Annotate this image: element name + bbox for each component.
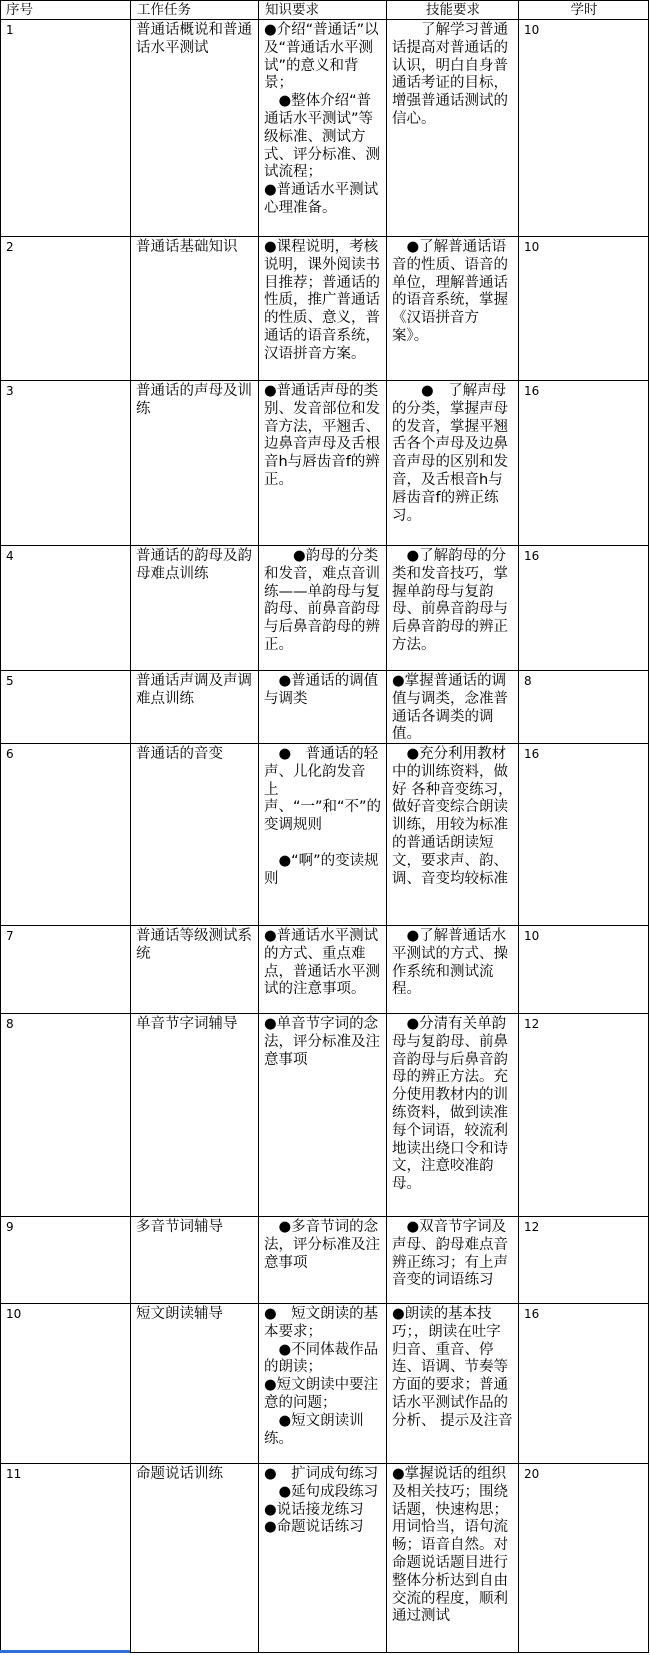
table-row bbox=[0, 925, 648, 1013]
cell-no: 10 bbox=[0, 1303, 130, 1463]
cell-hours: 12 bbox=[518, 1216, 649, 1303]
cell-knowledge-paragraph: ●单音节字词的念法，评分标准及注意事项 bbox=[264, 1016, 380, 1068]
cell-knowledge-paragraph: ●短文朗读中要注意的问题； bbox=[264, 1377, 379, 1411]
cell-skill-paragraph: ●朗读的基本技巧；，朗读在吐字归音、重音、停连、语调、节奏等方面的要求；普通话水平测试作品的分析、 提示及注音 bbox=[392, 1306, 513, 1429]
cell-skill bbox=[386, 236, 518, 380]
cell-skill bbox=[386, 670, 518, 743]
cell-hours: 8 bbox=[518, 670, 649, 743]
cell-knowledge-paragraph: ●说话接龙练习 bbox=[264, 1501, 364, 1518]
cell-knowledge-paragraph: ● 扩词成句练习 bbox=[264, 1466, 379, 1482]
table-row bbox=[0, 743, 648, 925]
cell-no: 4 bbox=[0, 545, 130, 670]
cell-skill bbox=[386, 545, 518, 670]
cell-skill bbox=[386, 1216, 518, 1303]
cell-knowledge-paragraph: ●“啊”的变读规则 bbox=[264, 852, 379, 887]
cell-skill bbox=[386, 1303, 518, 1463]
cell-knowledge-paragraph: ●普通话声母的类别、发音部位和发音方法，平翘舌、边鼻音声母及舌根音h与唇齿音f的辨正。 bbox=[264, 383, 380, 488]
header-knowledge: 知识要求 bbox=[258, 0, 386, 19]
cell-knowledge bbox=[258, 1013, 386, 1216]
cell-task: 短文朗读辅导 bbox=[130, 1303, 258, 1463]
cell-task: 普通话基础知识 bbox=[130, 236, 258, 380]
cell-task: 普通话概说和普通话水平测试 bbox=[130, 19, 258, 236]
cell-knowledge-paragraph bbox=[264, 835, 382, 853]
table-row bbox=[0, 380, 648, 545]
cell-skill bbox=[386, 1463, 518, 1653]
cell-skill-paragraph: ●了解普通话语音的性质、语音的单位，理解普通话的语音系统，掌握《汉语拼音方案》。 bbox=[392, 239, 508, 344]
cell-knowledge-paragraph: ●短文朗读训练。 bbox=[264, 1412, 364, 1447]
cell-no: 1 bbox=[0, 19, 130, 236]
cell-no: 7 bbox=[0, 925, 130, 1013]
cell-knowledge bbox=[258, 1463, 386, 1653]
cell-skill-paragraph: ●双音节字词及声母、韵母难点音辨正练习；有上声音变的词语练习 bbox=[392, 1219, 508, 1289]
selection-bar bbox=[0, 1650, 130, 1653]
cell-skill-paragraph: 了解学习普通话提高对普通话的认识，明白自身普通话考证的目标， 增强普通话测试的信心。 bbox=[392, 22, 516, 127]
cell-skill-paragraph: ●了解普通话水平测试的方式、操作系统和测试流程。 bbox=[392, 928, 508, 998]
cell-knowledge bbox=[258, 1216, 386, 1303]
cell-skill bbox=[386, 743, 518, 925]
cell-no: 8 bbox=[0, 1013, 130, 1216]
cell-knowledge-paragraph: ●普通话水平测试的方式、重点难点，普通话水平测试的注意事项。 bbox=[264, 928, 380, 998]
cell-hours: 16 bbox=[518, 380, 649, 545]
cell-hours: 16 bbox=[518, 1303, 649, 1463]
cell-no: 2 bbox=[0, 236, 130, 380]
cell-hours: 16 bbox=[518, 545, 649, 670]
table-row bbox=[0, 1463, 648, 1653]
cell-hours: 20 bbox=[518, 1463, 649, 1653]
cell-knowledge-paragraph: ●普通话的调值与调类 bbox=[264, 673, 379, 707]
cell-task: 普通话声调及声调难点训练 bbox=[130, 670, 258, 743]
table-row bbox=[0, 545, 648, 670]
cell-hours: 16 bbox=[518, 743, 649, 925]
header-skill: 技能要求 bbox=[386, 0, 518, 19]
cell-skill-paragraph: ●了解韵母的分类和发音技巧，掌握单韵母与复韵母、前鼻音韵母与后鼻音韵母的辨正方法。 bbox=[392, 548, 508, 653]
cell-knowledge-paragraph: ●课程说明，考核说明，课外阅读书目推荐；普通话的性质，推广普通话的性质、意义，普通话的语音系统，汉语拼音方案。 bbox=[264, 239, 380, 362]
cell-knowledge-paragraph: ● 短文朗读的基本要求； bbox=[264, 1306, 379, 1340]
cell-knowledge-paragraph: ●韵母的分类和发音，难点音训练——单韵母与复韵母、前鼻音韵母与后鼻音韵母的辨正。 bbox=[264, 548, 380, 653]
cell-hours: 10 bbox=[518, 236, 649, 380]
cell-knowledge bbox=[258, 545, 386, 670]
cell-skill-paragraph: ●掌握说话的组织及相关技巧；围绕话题，快速构思；用词恰当，语句流畅；语音自然。对命题说话题目进行整体分析达到自由交流的程度，顺利通过测试 bbox=[392, 1466, 508, 1625]
cell-task: 普通话的声母及训练 bbox=[130, 380, 258, 545]
table-row bbox=[0, 1013, 648, 1216]
cell-no: 6 bbox=[0, 743, 130, 925]
cell-task: 命题说话训练 bbox=[130, 1463, 258, 1653]
cell-knowledge bbox=[258, 670, 386, 743]
cell-no: 3 bbox=[0, 380, 130, 545]
cell-task: 普通话等级测试系统 bbox=[130, 925, 258, 1013]
cell-task: 普通话的韵母及韵母难点训练 bbox=[130, 545, 258, 670]
cell-knowledge bbox=[258, 19, 386, 236]
cell-skill bbox=[386, 1013, 518, 1216]
cell-skill-paragraph: ●掌握普通话的调值与调类，念准普通话各调类的调值。 bbox=[392, 673, 508, 743]
cell-knowledge-paragraph: ●延句成段练习 bbox=[264, 1483, 379, 1500]
cell-skill-paragraph: ●充分利用教材中的训练资料，做好 各种音变练习，做好音变综合朗读训练，用较为标准的普通话朗读短文，要求声、韵、调、音变均较标准 bbox=[392, 746, 513, 887]
header-hours: 学时 bbox=[518, 0, 649, 19]
cell-knowledge-paragraph: ●普通话水平测试心理准备。 bbox=[264, 182, 379, 216]
table-row bbox=[0, 236, 648, 380]
cell-task: 普通话的音变 bbox=[130, 743, 258, 925]
cell-hours: 10 bbox=[518, 19, 649, 236]
cell-no: 11 bbox=[0, 1463, 130, 1653]
cell-hours: 12 bbox=[518, 1013, 649, 1216]
cell-skill bbox=[386, 19, 518, 236]
cell-knowledge-paragraph: ●介绍“普通话”以及“普通话水平测试”的意义和背景； bbox=[264, 22, 379, 92]
table-row bbox=[0, 670, 648, 743]
cell-knowledge-paragraph: ●多音节词的念法，评分标准及注意事项 bbox=[264, 1219, 380, 1271]
cell-knowledge bbox=[258, 236, 386, 380]
cell-skill-paragraph: ● 了解声母的分类，掌握声母的发音，掌握平翘舌各个声母及边鼻音声母的区别和发音，及舌根音h与唇齿音f的辨正练习。 bbox=[392, 383, 508, 524]
cell-knowledge-paragraph: ●整体介绍“普通话水平测试”等级标准、测试方式、评分标准、测试流程； bbox=[264, 93, 380, 181]
cell-task: 多音节词辅导 bbox=[130, 1216, 258, 1303]
cell-knowledge bbox=[258, 743, 395, 925]
header-task: 工作任务 bbox=[130, 0, 258, 19]
cell-no: 5 bbox=[0, 670, 130, 743]
cell-knowledge-paragraph: ●不同体裁作品的朗读； bbox=[264, 1341, 379, 1376]
cell-no: 9 bbox=[0, 1216, 130, 1303]
cell-skill bbox=[386, 380, 518, 545]
cell-skill bbox=[386, 925, 518, 1013]
cell-knowledge bbox=[258, 925, 386, 1013]
cell-skill-paragraph: ●分清有关单韵母与复韵母、前鼻音韵母与后鼻音韵母的辨正方法。充分使用教材内的训练资料，做到读准每个词语，较流利地读出绕口令和诗文，注意咬准韵母。 bbox=[392, 1016, 508, 1193]
table-row bbox=[0, 1216, 648, 1303]
cell-knowledge bbox=[258, 1303, 386, 1463]
table-row bbox=[0, 19, 648, 236]
cell-knowledge bbox=[258, 380, 386, 545]
table-row bbox=[0, 1303, 648, 1463]
cell-knowledge-paragraph: ●命题说话练习 bbox=[264, 1519, 364, 1536]
header-no: 序号 bbox=[0, 0, 130, 19]
cell-hours: 10 bbox=[518, 925, 649, 1013]
cell-knowledge-paragraph: ● 普通话的轻声、儿化韵发音 上声、“一”和“不”的变调规则 bbox=[264, 746, 395, 834]
cell-task: 单音节字词辅导 bbox=[130, 1013, 258, 1216]
table-header-row bbox=[0, 0, 648, 19]
